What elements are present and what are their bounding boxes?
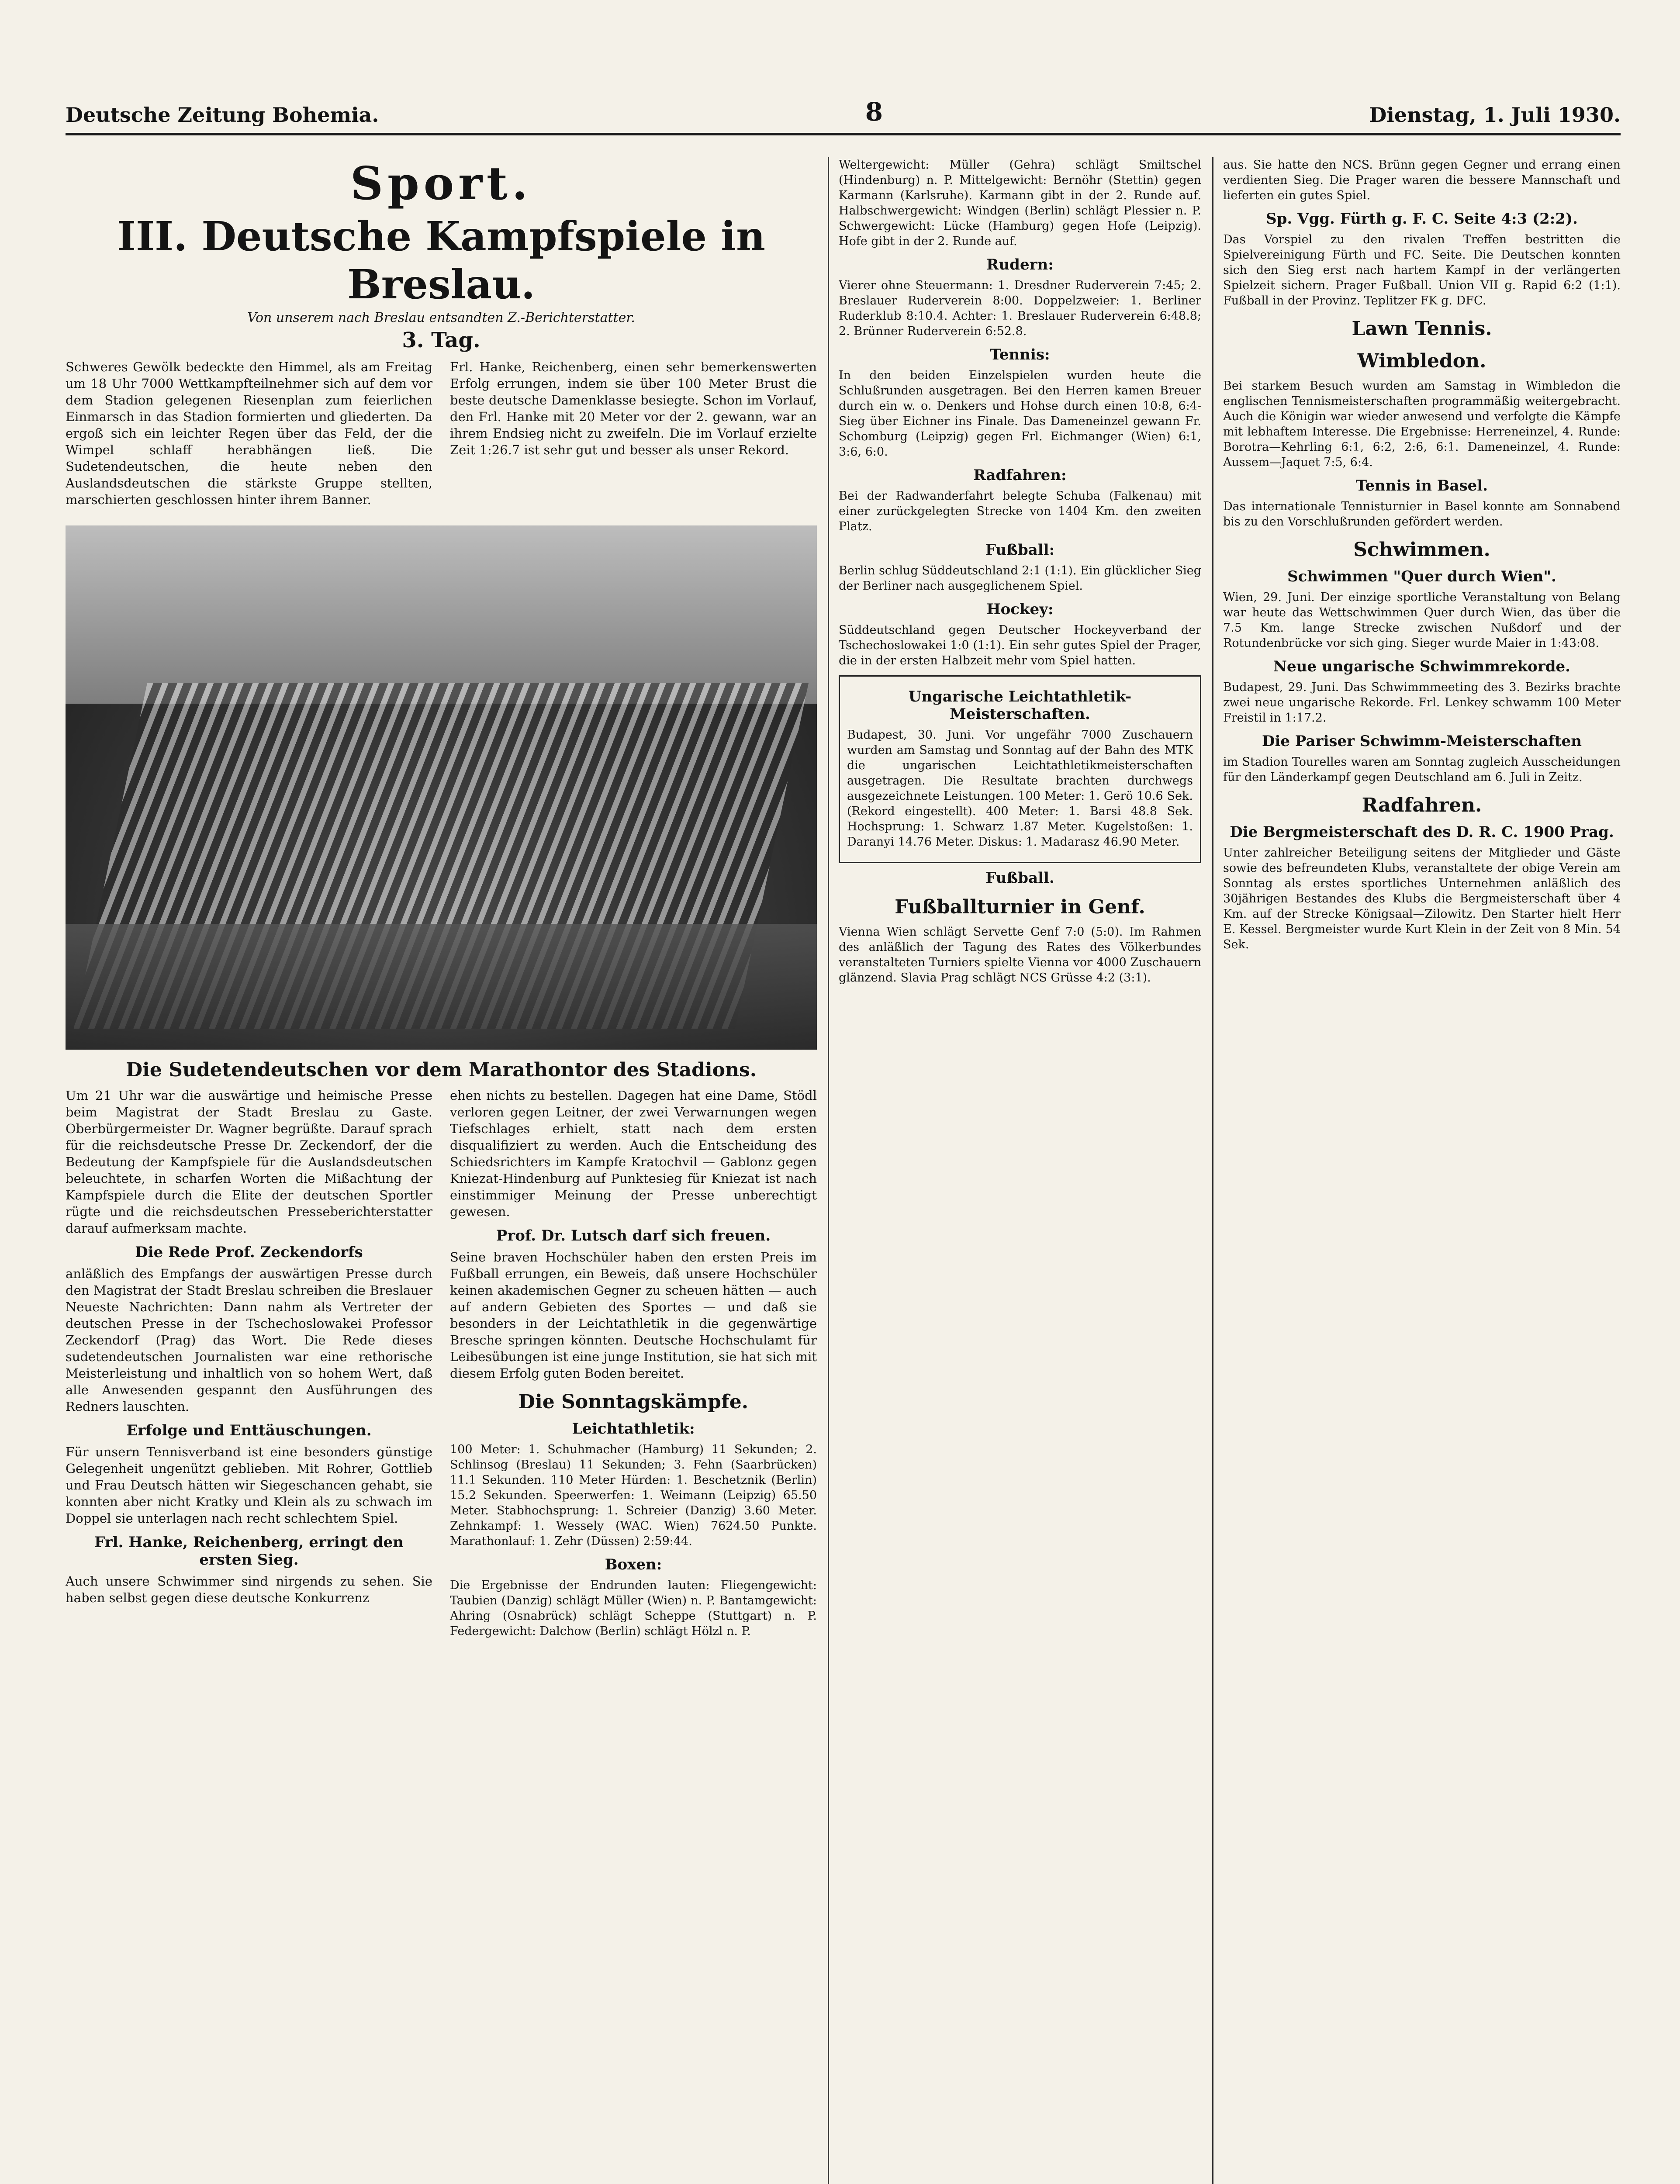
section-title: Sport. (350, 157, 532, 210)
fuerth-heading: Sp. Vgg. Fürth g. F. C. Seite 4:3 (2:2). (1266, 210, 1578, 228)
results-column (839, 157, 1201, 2184)
photo-sky (66, 525, 817, 704)
paris-swim-paragraph: im Stadion Tourelles waren am Sonntag zugleich Ausscheidungen für den Länderkampf gegen Deutschland am 6. Juli in Zeitz. (1223, 755, 1621, 784)
cycling-section-heading: Radfahren. (1362, 794, 1482, 816)
masthead-title: Deutsche Zeitung Bohemia. (66, 103, 379, 127)
lead-headline: III. Deutsche Kampfspiele in Breslau. (117, 213, 765, 308)
cycling-heading: Radfahren: (973, 467, 1067, 484)
geneva-tournament-heading: Fußballturnier in Genf. (895, 896, 1145, 918)
fuerth-paragraph: Das Vorspiel zu den rivalen Treffen bestritten die Spielvereinigung Fürth und FC. Seite. Die Deutschen konnten sich den Sieg erst nach hartem Kampf in der verlängerten Spielzeit sichern. Prager Fußball. Union VII g. Rapid 6:2 (1:1). Fußball in der Provinz. Teplitzer FK g. DFC. (1223, 233, 1621, 308)
boxing-subheading: Boxen: (605, 1556, 662, 1573)
hanke-paragraph: Auch unsere Schwimmer sind nirgends zu sehen. Sie haben selbst gegen diese deutsche Konkurrenz (66, 1574, 432, 1605)
page-number: 8 (865, 97, 883, 127)
lead-paragraph-1: Schweres Gewölk bedeckte den Himmel, als am Freitag um 18 Uhr 7000 Wettkampfteilnehmer sich auf dem vor dem Stadion gelegenen Riesenplan zum feierlichen Einmarsch in das Stadion formierten und gliederten. Da ergoß sich ein leichter Regen über das Feld, der die Wimpel schlaff herabhängen ließ. Die Sudetendeutschen, die heute neben den Auslandsdeutschen die stärkste Gruppe stellten, marschierten geschlossen hinter ihrem Banner. (66, 359, 432, 507)
hungarian-athletics-text: Budapest, 30. Juni. Vor ungefähr 7000 Zuschauern wurden am Samstag und Sonntag auf der Bahn des MTK die ungarischen Leichtathletikmeisterschaften ausgetragen. Die Resultate brachten durchwegs ausgezeichnete Leistungen. 100 Meter: 1. Gerö 10.6 Sek. (Rekord eingestellt). 400 Meter: 1. Barsi 48.8 Sek. Hochsprung: 1. Schwarz 1.87 Meter. Kugelstoßen: 1. Daranyi 14.76 Meter. Diskus: 1. Madarasz 46.90 Meter. (847, 728, 1193, 849)
press-paragraph: Um 21 Uhr war die auswärtige und heimische Presse beim Magistrat der Stadt Breslau zu Gaste. Oberbürgermeister Dr. Wagner begrüßte. Darauf sprach für die reichsdeutsche Presse Dr. Zeckendorf, der die Bedeutung der Kampfspiele für die Auslandsdeutschen beleuchtete, in scharfen Worten die Mißachtung der Kampfspiele durch die Elite der deutschen Sportler rügte und die reichsdeutschen Presseberichterstatter darauf aufmerksam machte. (66, 1088, 432, 1236)
rowing-heading: Rudern: (986, 256, 1054, 273)
vienna-swim-paragraph: Wien, 29. Juni. Der einzige sportliche Veranstaltung von Belang war heute das Wettschwimmen Quer durch Wien, das über die 7.5 Km. lange Strecke zwischen Nußdorf und der Rotundenbrücke vor sich ging. Sieger wurde Maier in 1:43:08. (1223, 591, 1621, 650)
tennis-heading: Tennis: (990, 346, 1050, 363)
geneva-tournament-text: Vienna Wien schlägt Servette Genf 7:0 (5:0). Im Rahmen des anläßlich der Tagung des Rates des Völkerbundes veranstalteten Turniers spielte Vienna vor 4000 Zuschauern glänzend. Slavia Prag schlägt NCS Grüsse 4:2 (3:1). (839, 925, 1201, 985)
day-heading: 3. Tag. (402, 328, 480, 352)
success-heading: Erfolge und Enttäuschungen. (126, 1422, 372, 1439)
boxing-continued: Weltergewicht: Müller (Gehra) schlägt Smiltschel (Hindenburg) n. P. Mittelgewicht: Bernöhr (Stettin) gegen Karmann (Karlsruhe). Karmann gibt in der 2. Runde auf. Halbschwergewicht: Windgen (Berlin) schlägt Plessier n. P. Schwergewicht: Lücke (Hamburg) gegen Hofe (Leipzig). Hofe gibt in der 2. Runde auf. (839, 158, 1201, 248)
sunday-heading: Die Sonntagskämpfe. (518, 1391, 749, 1413)
masthead-date: Dienstag, 1. Juli 1930. (1369, 103, 1621, 127)
masthead (66, 96, 1621, 135)
hockey-heading: Hockey: (986, 601, 1054, 618)
column-rule (1212, 157, 1213, 2184)
football-section-heading: Fußball. (985, 869, 1054, 887)
vienna-swim-heading: Schwimmen "Quer durch Wien". (1287, 568, 1556, 585)
right-column (1223, 157, 1621, 2184)
hungarian-records-heading: Neue ungarische Schwimmrekorde. (1273, 658, 1571, 675)
football-heading: Fußball: (985, 541, 1055, 559)
rowing-results: Vierer ohne Steuermann: 1. Dresdner Ruderverein 7:45; 2. Breslauer Ruderverein 8:00. Doppelzweier: 1. Berliner Ruderklub 8:10.4. Achter: 1. Breslauer Ruderverein 6:48.8; 2. Brünner Ruderverein 6:52.8. (839, 279, 1201, 338)
lawn-tennis-heading: Lawn Tennis. (1352, 318, 1492, 340)
photo-caption: Die Sudetendeutschen vor dem Marathontor des Stadions. (125, 1059, 757, 1081)
success-paragraph: Für unsern Tennisverband ist eine besonders günstige Gelegenheit ungenützt geblieben. Mit Rohrer, Gottlieb und Frau Deutsch hätten wir Siegeschancen gehabt, sie konnten aber nicht Kratky und Klein als zu schwach im Doppel sie unterlagen nach recht schlechtem Spiel. (66, 1444, 432, 1526)
wimbledon-paragraph: Bei starkem Besuch wurden am Samstag in Wimbledon die englischen Tennismeisterschaften programmäßig weitergebracht. Auch die Königin war wieder anwesend und verfolgte die Kämpfe mit lebhaftem Interesse. Die Ergebnisse: Herreneinzel, 4. Runde: Borotra—Kehrling 6:1, 6:2, 2:6, 6:1. Dameneinzel, 4. Runde: Aussem—Jaquet 7:5, 6:4. (1223, 379, 1621, 469)
athletics-results: 100 Meter: 1. Schuhmacher (Hamburg) 11 Sekunden; 2. Schlinsog (Breslau) 11 Sekunden; 3. Fehn (Saarbrücken) 11.1 Sekunden. 110 Meter Hürden: 1. Beschetznik (Berlin) 15.2 Sekunden. Speerwerfen: 1. Weimann (Leipzig) 65.50 Meter. Stabhochsprung: 1. Schreier (Danzig) 3.60 Meter. Zehnkampf: 1. Wessely (WAC. Wien) 7624.50 Punkte. Marathonlauf: 1. Zehr (Düssen) 2:59:44. (450, 1443, 817, 1548)
lutsch-paragraph: Seine braven Hochschüler haben den ersten Preis im Fußball errungen, ein Beweis, daß unsere Hochschüler keinen akademischen Gegner zu scheuen hätten — auch auf andern Gebieten des Sportes — und daß sie besonders in der Leichtathletik in die gegenwärtige Bresche springen könnten. Deutsche Hochschulamt für Leibesübungen ist eine junge Institution, sie hat sich mit diesem Erfolg guten Boden bereitet. (450, 1250, 817, 1381)
lead-column (66, 157, 817, 2184)
basel-heading: Tennis in Basel. (1355, 477, 1488, 494)
zeckendorf-heading: Die Rede Prof. Zeckendorfs (135, 1244, 363, 1261)
athletics-subheading: Leichtathletik: (572, 1420, 695, 1438)
hungarian-athletics-box (839, 675, 1201, 863)
football-results: Berlin schlug Süddeutschland 2:1 (1:1). Ein glücklicher Sieg der Berliner nach ausgeglichenem Spiel. (839, 564, 1201, 593)
hungarian-athletics-heading: Ungarische Leichtathletik-Meisterschaften. (908, 688, 1132, 723)
hill-championship-heading: Die Bergmeisterschaft des D. R. C. 1900 Prag. (1230, 823, 1614, 841)
hungarian-records-paragraph: Budapest, 29. Juni. Das Schwimmmeeting des 3. Bezirks brachte zwei neue ungarische Rekorde. Frl. Lenkey schwamm 100 Meter Freistil in 1:17.2. (1223, 681, 1621, 725)
basel-paragraph: Das internationale Tennisturnier in Basel konnte am Sonnabend bis zu den Vorschlußrunden gefördert werden. (1223, 500, 1621, 529)
boxing-verdict-paragraph: ehen nichts zu bestellen. Dagegen hat eine Dame, Stödl verloren gegen Leitner, der zwei Verwarnungen wegen Tiefschlages erhielt, statt nach dem ersten disqualifiziert zu werden. Auch die Entscheidung des Schiedsrichters im Kampfe Kratochvil — Gablonz gegen Kniezat-Hindenburg auf Punktesieg für Kniezat ist nach einstimmiger Meinung der Presse unberechtigt gewesen. (450, 1088, 817, 1219)
newspaper-page (66, 96, 1621, 2184)
paris-swim-heading: Die Pariser Schwimm-Meisterschaften (1262, 733, 1582, 750)
photo-ground (66, 924, 817, 1050)
lead-paragraph-2: Frl. Hanke, Reichenberg, einen sehr bemerkenswerten Erfolg errungen, indem sie über 100 Meter Brust die beste deutsche Damenklasse besiegte. Schon im Vorlauf, den Frl. Hanke mit 20 Meter vor der 2. gewann, war an ihrem Endsieg nicht zu zweifeln. Die im Vorlauf erzielte Zeit 1:26.7 ist sehr gut und besser als unser Rekord. (450, 359, 817, 457)
zeckendorf-paragraph: anläßlich des Empfangs der auswärtigen Presse durch den Magistrat der Stadt Breslau schreiben die Breslauer Neueste Nachrichten: Dann nahm als Vertreter der deutschen Presse in der Tschechoslowakei Professor Zeckendorf (Prag) das Wort. Die Rede dieses sudetendeutschen Journalisten war eine rethorische Meisterleistung und inhaltlich von so hohem Wert, daß alle Anwesenden gespannt den Ausführungen des Redners lauschten. (66, 1266, 432, 1414)
lutsch-heading: Prof. Dr. Lutsch darf sich freuen. (496, 1227, 771, 1244)
boxing-results: Die Ergebnisse der Endrunden lauten: Fliegengewicht: Taubien (Danzig) schlägt Müller (Wien) n. P. Bantamgewicht: Ahring (Osnabrück) schlägt Scheppe (Stuttgart) n. P. Federgewicht: Dalchow (Berlin) schlägt Hölzl n. P. (450, 1579, 817, 1638)
column-rule (828, 157, 829, 2184)
cycling-results: Bei der Radwanderfahrt belegte Schuba (Falkenau) mit einer zurückgelegten Strecke von 1404 Km. den zweiten Platz. (839, 489, 1201, 533)
marathon-gate-photo (66, 525, 817, 1050)
wimbledon-heading: Wimbledon. (1357, 350, 1486, 372)
tennis-results: In den beiden Einzelspielen wurden heute die Schlußrunden ausgetragen. Bei den Herren kamen Breuer durch ein w. o. Denkers und Hohse durch einen 10:8, 6:4-Sieg über Eichner ins Finale. Das Dameneinzel gewann Fr. Schomburg (Leipzig) gegen Frl. Eichmanger (Wien) 6:1, 3:6, 6:0. (839, 369, 1201, 459)
slavia-paragraph: aus. Sie hatte den NCS. Brünn gegen Gegner und errang einen verdienten Sieg. Die Prager waren die bessere Mannschaft und lieferten ein gutes Spiel. (1223, 158, 1621, 202)
byline: Von unserem nach Breslau entsandten Z.-Berichterstatter. (247, 310, 635, 325)
swimming-heading: Schwimmen. (1353, 539, 1490, 561)
hill-championship-paragraph: Unter zahlreicher Beteiligung seitens der Mitglieder und Gäste sowie des befreundeten Klubs, veranstaltete der obige Verein am Sonntag als erstes sportliches Unternehmen anläßlich des 30jährigen Bestandes des Klubs die Bergmeisterschaft über 4 Km. auf der Strecke Königsaal—Zilowitz. Den Starter hielt Herr E. Kessel. Bergmeister wurde Kurt Klein in der Zeit von 8 Min. 54 Sek. (1223, 846, 1621, 951)
hockey-results: Süddeutschland gegen Deutscher Hockeyverband der Tschechoslowakei 1:0 (1:1). Ein sehr gutes Spiel der Prager, die in der ersten Halbzeit mehr vom Spiel hatten. (839, 623, 1201, 667)
hanke-heading: Frl. Hanke, Reichenberg, erringt den ersten Sieg. (94, 1534, 404, 1569)
